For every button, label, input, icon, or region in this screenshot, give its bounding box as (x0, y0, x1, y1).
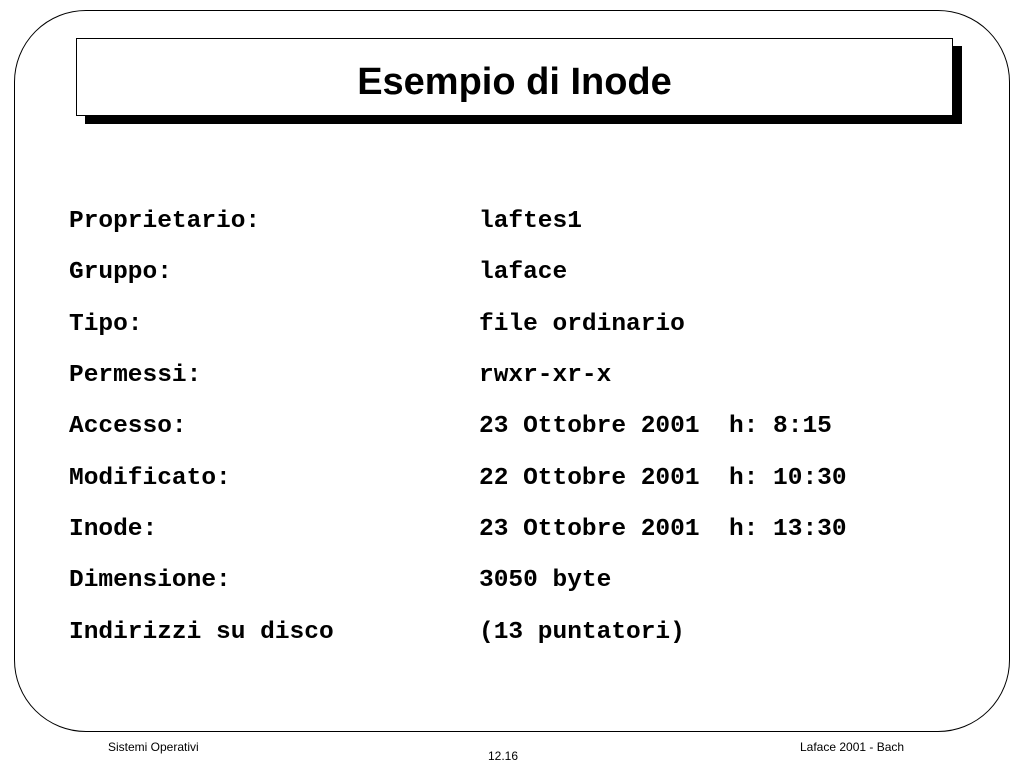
field-row-access (69, 401, 847, 452)
title-box (76, 38, 953, 116)
field-row-modified (69, 452, 847, 503)
field-row-permissions (69, 350, 847, 401)
field-value: laftes1 (479, 208, 582, 236)
field-value: laface (479, 259, 568, 287)
field-value: 23 Ottobre 2001 h: 13:30 (479, 515, 847, 543)
field-row-inode (69, 504, 847, 555)
field-label: Permessi: (69, 362, 202, 390)
slide-title: Esempio di Inode (357, 60, 672, 103)
field-value: (13 puntatori) (479, 618, 685, 646)
footer-page-number: 12.16 (488, 749, 519, 763)
footer-course: Sistemi Operativi (108, 740, 199, 754)
field-label: Inode: (69, 515, 158, 543)
field-label: Indirizzi su disco (69, 618, 334, 646)
field-label: Proprietario: (69, 208, 261, 236)
field-value: rwxr-xr-x (479, 362, 612, 390)
field-row-type (69, 299, 847, 350)
field-label: Gruppo: (69, 259, 172, 287)
field-label: Dimensione: (69, 567, 231, 595)
footer-author: Laface 2001 - Bach (800, 740, 905, 754)
field-value: file ordinario (479, 310, 685, 338)
field-value: 23 Ottobre 2001 h: 8:15 (479, 413, 832, 441)
field-label: Modificato: (69, 464, 231, 492)
inode-field-list (69, 196, 847, 658)
field-label: Accesso: (69, 413, 187, 441)
field-row-disk-addresses (69, 606, 847, 657)
field-value: 22 Ottobre 2001 h: 10:30 (479, 464, 847, 492)
field-row-group (69, 247, 847, 298)
field-row-size (69, 555, 847, 606)
field-row-owner (69, 196, 847, 247)
field-label: Tipo: (69, 310, 143, 338)
field-value: 3050 byte (479, 567, 612, 595)
